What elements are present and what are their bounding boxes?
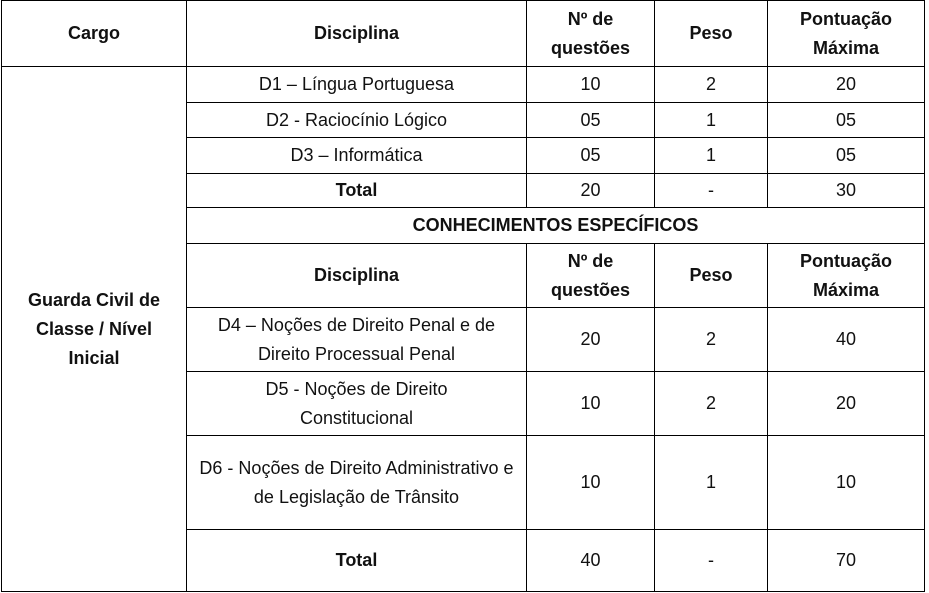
header-cargo: Cargo <box>2 1 187 67</box>
questoes-cell: 20 <box>527 308 655 372</box>
pontuacao-cell: 05 <box>768 138 925 174</box>
questoes-cell: 10 <box>527 436 655 530</box>
specific-header-peso: Peso <box>655 244 768 308</box>
specific-header-disciplina: Disciplina <box>187 244 527 308</box>
total-label: Total <box>187 530 527 592</box>
questoes-cell: 05 <box>527 103 655 138</box>
disciplina-cell: D2 - Raciocínio Lógico <box>187 103 527 138</box>
cargo-name: Guarda Civil de Classe / Nível Inicial <box>27 289 161 368</box>
total-label: Total <box>187 174 527 208</box>
total-peso: - <box>655 530 768 592</box>
header-peso: Peso <box>655 1 768 67</box>
header-disciplina: Disciplina <box>187 1 527 67</box>
questoes-cell: 10 <box>527 67 655 103</box>
pontuacao-cell: 05 <box>768 103 925 138</box>
peso-cell: 2 <box>655 67 768 103</box>
disciplina-cell <box>187 372 527 436</box>
total-pontuacao: 70 <box>768 530 925 592</box>
table-row <box>2 67 925 103</box>
specific-header-pontuacao: Pontuação Máxima <box>768 244 925 308</box>
peso-cell: 1 <box>655 138 768 174</box>
questoes-cell: 10 <box>527 372 655 436</box>
header-row <box>2 1 925 67</box>
total-questoes: 40 <box>527 530 655 592</box>
total-questoes: 20 <box>527 174 655 208</box>
header-questoes: Nº de questões <box>527 1 655 67</box>
disciplina-cell <box>187 436 527 530</box>
pontuacao-cell: 20 <box>768 67 925 103</box>
peso-cell: 1 <box>655 103 768 138</box>
pontuacao-cell: 40 <box>768 308 925 372</box>
peso-cell: 2 <box>655 308 768 372</box>
exam-table <box>1 0 925 592</box>
cargo-cell <box>2 67 187 592</box>
total-pontuacao: 30 <box>768 174 925 208</box>
header-pontuacao: Pontuação Máxima <box>768 1 925 67</box>
peso-cell: 2 <box>655 372 768 436</box>
disciplina-cell: D1 – Língua Portuguesa <box>187 67 527 103</box>
disciplina-cell: D3 – Informática <box>187 138 527 174</box>
questoes-cell: 05 <box>527 138 655 174</box>
pontuacao-cell: 10 <box>768 436 925 530</box>
total-peso: - <box>655 174 768 208</box>
pontuacao-cell: 20 <box>768 372 925 436</box>
disciplina-text: D6 - Noções de Direito Administrativo e de Legislação de Trânsito <box>199 457 514 507</box>
section-title: CONHECIMENTOS ESPECÍFICOS <box>187 208 925 244</box>
disciplina-text: D5 - Noções de Direito Constitucional <box>265 378 448 428</box>
disciplina-text: D4 – Noções de Direito Penal e de Direito Processual Penal <box>217 314 496 364</box>
disciplina-cell <box>187 308 527 372</box>
peso-cell: 1 <box>655 436 768 530</box>
specific-header-questoes: Nº de questões <box>527 244 655 308</box>
